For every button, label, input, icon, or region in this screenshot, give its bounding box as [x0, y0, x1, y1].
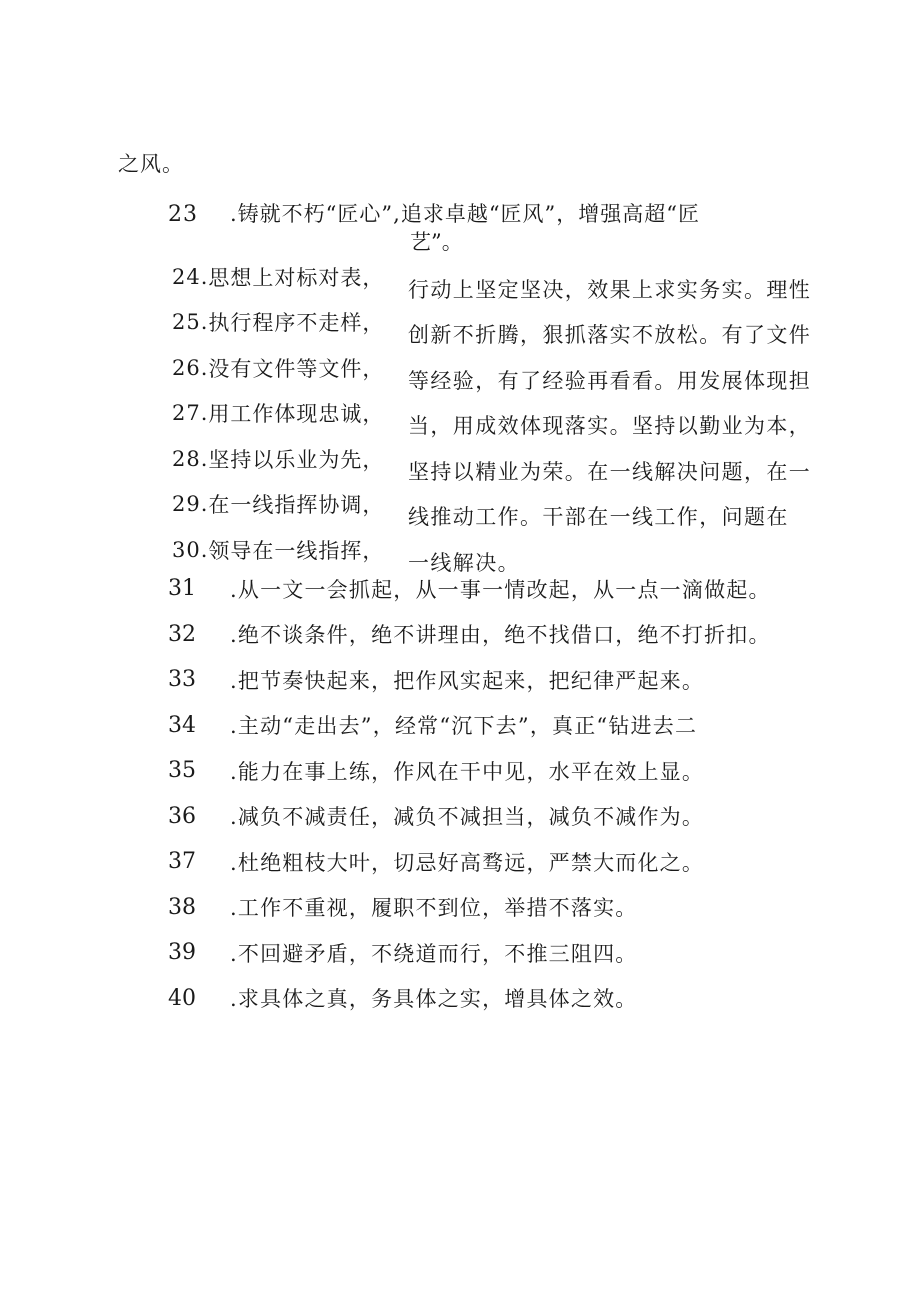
item-number: 40 [168, 985, 196, 1011]
item-number: 28. [172, 446, 209, 471]
item-text-line1: .铸就不朽“匠心”,追求卓越“匠风”，增强高超“匠 [230, 202, 701, 226]
list-item-36 [168, 794, 848, 840]
text-line: 等经验，有了经验再看看。用发展体现担 [408, 368, 812, 393]
continuation-text: 之风。 [118, 152, 184, 176]
item-text: 执行程序不走样， [208, 311, 385, 336]
item-text: 领导在一线指挥， [208, 538, 385, 563]
item-number: 33 [168, 667, 196, 693]
item-number: 35 [168, 758, 196, 784]
item-text-line2: 艺”。 [410, 230, 463, 254]
text-line: 坚持以精业为荣。在一线解决问题，在一 [408, 459, 812, 484]
item-number: 32 [168, 621, 196, 647]
item-text: .杜绝粗枝大叶，切忌好高骛远，严禁大而化之。 [230, 850, 705, 875]
item-number: 36 [168, 803, 196, 829]
item-number: 23 [168, 202, 198, 227]
item-number: 37 [168, 849, 196, 875]
item-number: 27. [172, 401, 209, 426]
item-text: .主动“走出去”，经常“沉下去”，真正“钻进去二 [230, 714, 698, 739]
list-item-35 [168, 748, 848, 794]
text-line: 一线解决。 [408, 550, 520, 575]
list-item [172, 436, 394, 482]
item-text: 思想上对标对表， [208, 265, 385, 290]
list-item-33 [168, 657, 848, 703]
list-item [172, 254, 394, 300]
item-number: 38 [168, 894, 196, 920]
item-number: 24. [172, 264, 209, 289]
list-item [172, 391, 394, 437]
item-text: 在一线指挥协调， [208, 493, 385, 518]
item-text: .工作不重视，履职不到位，举措不落实。 [230, 896, 638, 921]
list-item [172, 300, 394, 346]
list-item [172, 345, 394, 391]
item-text: .从一文一会抓起，从一事一情改起，从一点一滴做起。 [230, 577, 771, 602]
list-item-34 [168, 703, 848, 749]
item-text: .能力在事上练，作风在干中见，水平在效上显。 [230, 759, 705, 784]
list-item-23 [168, 198, 808, 254]
item-text: .绝不谈条件，绝不讲理由，绝不找借口，绝不打折扣。 [230, 623, 771, 648]
text-line: 当，用成效体现落实。坚持以勤业为本， [408, 414, 812, 439]
list-item-32 [168, 612, 848, 658]
item-text: 没有文件等文件， [208, 356, 385, 381]
list-item-31 [168, 566, 848, 612]
item-number: 29. [172, 492, 209, 517]
item-text: .不回避矛盾，不绕道而行，不推三阻四。 [230, 941, 638, 966]
right-column-text [408, 266, 818, 585]
text-line: 线推动工作。干部在一线工作，问题在 [408, 505, 789, 530]
item-text: 坚持以乐业为先， [208, 447, 385, 472]
item-number: 30. [172, 537, 209, 562]
item-number: 26. [172, 355, 209, 380]
item-text: 用工作体现忠诚， [208, 402, 385, 427]
left-column-list [172, 254, 394, 563]
item-text: .求具体之真，务具体之实，增具体之效。 [230, 987, 638, 1012]
list-item-37 [168, 839, 848, 885]
list-item-38 [168, 885, 848, 931]
list-item-39 [168, 930, 848, 976]
list-item-40 [168, 976, 848, 1022]
list-item [172, 482, 394, 528]
item-number: 39 [168, 940, 196, 966]
item-text: .把节奏快起来，把作风实起来，把纪律严起来。 [230, 668, 705, 693]
text-line: 行动上坚定坚决，效果上求实务实。理性 [408, 277, 812, 302]
item-number: 34 [168, 712, 196, 738]
item-number: 25. [172, 310, 209, 335]
item-number: 31 [168, 576, 196, 602]
numbered-list [168, 566, 848, 1021]
item-text: .减负不减责任，减负不减担当，减负不减作为。 [230, 805, 705, 830]
text-line: 创新不折腾，狠抓落实不放松。有了文件 [408, 323, 812, 348]
